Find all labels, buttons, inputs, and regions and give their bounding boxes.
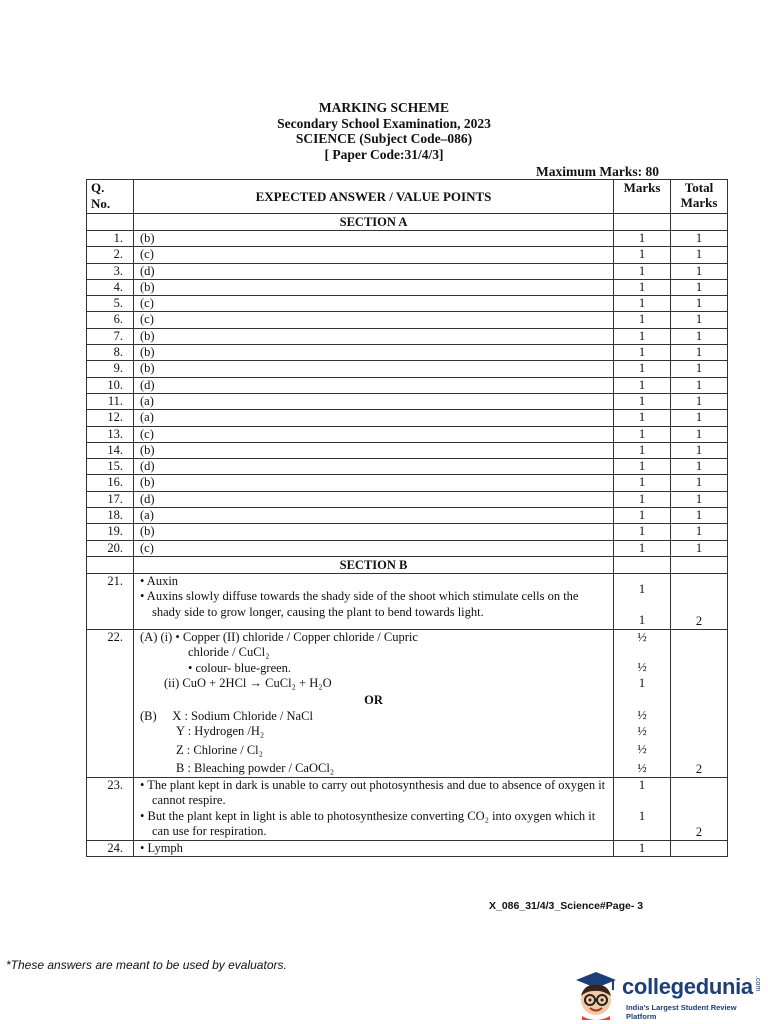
total-cell: 1 — [671, 442, 728, 458]
q-number: 23. — [87, 777, 134, 840]
mark-value: 1 — [638, 777, 646, 792]
table-row — [87, 540, 728, 556]
table-row — [87, 508, 728, 524]
marks-cell — [614, 777, 671, 840]
table-row — [87, 393, 728, 409]
total-cell: 1 — [671, 459, 728, 475]
total-cell: 2 — [671, 573, 728, 629]
marks-cell: 1 — [614, 328, 671, 344]
total-cell: 1 — [671, 231, 728, 247]
total-cell: 1 — [671, 524, 728, 540]
q-number: 9. — [87, 361, 134, 377]
q-number: 6. — [87, 312, 134, 328]
marks-cell: 1 — [614, 312, 671, 328]
marks-cell: 1 — [614, 377, 671, 393]
marks-cell: 1 — [614, 524, 671, 540]
table-row-q24 — [87, 840, 728, 856]
total-cell: 1 — [671, 393, 728, 409]
answer-cell: (c) — [134, 247, 614, 263]
answer-point: • The plant kept in dark is unable to carry out photosynthesis and due to absence of oxygen it cannot respire. — [140, 777, 606, 808]
table-row — [87, 345, 728, 361]
marks-cell: 1 — [614, 459, 671, 475]
answer-line: (ii) CuO + 2HCl → CuCl₂ + H₂O — [164, 676, 332, 691]
answer-cell: (b) — [134, 524, 614, 540]
table-row — [87, 426, 728, 442]
q-number: 5. — [87, 296, 134, 312]
answer-line: Y : Hydrogen /H₂ — [176, 724, 265, 739]
answer-cell: (b) — [134, 442, 614, 458]
total-cell: 1 — [671, 279, 728, 295]
page-footer-code: X_086_31/4/3_Science#Page- 3 — [489, 900, 644, 912]
marks-cell — [614, 573, 671, 629]
table-row — [87, 377, 728, 393]
answer-cell: • Lymph — [134, 840, 614, 856]
table-row — [87, 475, 728, 491]
q-number: 13. — [87, 426, 134, 442]
total-cell: 1 — [671, 491, 728, 507]
answer-cell: (b) — [134, 475, 614, 491]
total-cell: 1 — [671, 312, 728, 328]
answer-cell — [134, 777, 614, 840]
answer-point: • Auxin — [140, 573, 179, 588]
marks-cell: 1 — [614, 410, 671, 426]
q-number: 8. — [87, 345, 134, 361]
answer-point: • But the plant kept in light is able to photosynthesize converting CO₂ into oxygen which it can use for respiration. — [140, 808, 596, 839]
table-row — [87, 459, 728, 475]
total-cell — [671, 840, 728, 856]
marks-cell: 1 — [614, 840, 671, 856]
marks-cell: 1 — [614, 263, 671, 279]
table-row — [87, 410, 728, 426]
answer-line: Z : Chlorine / Cl₂ — [176, 742, 263, 757]
section-a-heading: SECTION A — [134, 214, 614, 231]
table-row — [87, 296, 728, 312]
student-mascot-icon — [572, 968, 618, 1020]
q-number: 1. — [87, 231, 134, 247]
table-row — [87, 263, 728, 279]
total-cell: 1 — [671, 410, 728, 426]
q-number: 15. — [87, 459, 134, 475]
total-cell: 1 — [671, 540, 728, 556]
evaluator-note: *These answers are meant to be used by evaluators. — [6, 958, 287, 972]
header-total-marks: Total Marks — [671, 180, 728, 214]
table-row — [87, 361, 728, 377]
answer-cell: (d) — [134, 377, 614, 393]
collegedunia-logo — [572, 968, 762, 1020]
marks-cell: 1 — [614, 475, 671, 491]
header-answer: EXPECTED ANSWER / VALUE POINTS — [134, 180, 614, 214]
total-cell: 2 — [671, 777, 728, 840]
header-paper-code: [ Paper Code:31/4/3] — [324, 146, 444, 162]
marks-cell: 1 — [614, 393, 671, 409]
section-b-row — [87, 556, 728, 573]
table-row — [87, 442, 728, 458]
answer-cell: (d) — [134, 459, 614, 475]
answer-point: • Auxins slowly diffuse towards the shady side of the shoot which stimulate cells on the shady side to grow longer, causing the plant to bend towards light. — [140, 589, 579, 619]
answer-line: (B) X : Sodium Chloride / NaCl — [140, 708, 313, 723]
answer-cell: (b) — [134, 328, 614, 344]
total-cell: 1 — [671, 508, 728, 524]
answer-cell: (d) — [134, 263, 614, 279]
mark-value: ½ — [637, 723, 647, 738]
or-separator: OR — [364, 692, 383, 707]
answer-line: • colour- blue-green. — [188, 660, 292, 675]
table-row — [87, 312, 728, 328]
answer-cell: (d) — [134, 491, 614, 507]
table-header-row — [87, 180, 728, 214]
maximum-marks: Maximum Marks: 80 — [536, 164, 659, 179]
header-subject: SCIENCE (Subject Code–086) — [295, 131, 473, 146]
answer-cell: (b) — [134, 345, 614, 361]
total-cell: 1 — [671, 296, 728, 312]
marks-cell: 1 — [614, 296, 671, 312]
header-exam: Secondary School Examination, 2023 — [277, 115, 491, 131]
total-cell: 1 — [671, 377, 728, 393]
marks-cell: 1 — [614, 508, 671, 524]
answer-line: chloride / CuCl₂ — [188, 645, 270, 660]
q-number: 14. — [87, 442, 134, 458]
answer-cell: (b) — [134, 231, 614, 247]
mark-value: ½ — [637, 760, 647, 775]
header-title: MARKING SCHEME — [318, 100, 450, 115]
q-number: 16. — [87, 475, 134, 491]
marks-cell: 1 — [614, 491, 671, 507]
section-a-row — [87, 214, 728, 231]
q-number: 12. — [87, 410, 134, 426]
answer-cell: (b) — [134, 361, 614, 377]
document-header — [0, 100, 768, 162]
marks-cell — [614, 629, 671, 777]
total-cell: 1 — [671, 328, 728, 344]
q-number: 3. — [87, 263, 134, 279]
q-number: 21. — [87, 573, 134, 629]
total-cell: 1 — [671, 263, 728, 279]
answer-cell: (c) — [134, 296, 614, 312]
mark-value: ½ — [637, 660, 647, 675]
total-cell: 2 — [671, 629, 728, 777]
q-number: 20. — [87, 540, 134, 556]
table-row — [87, 231, 728, 247]
answer-cell: (c) — [134, 312, 614, 328]
table-row-q21 — [87, 573, 728, 629]
total-cell: 1 — [671, 475, 728, 491]
header-q-no: Q. No. — [87, 180, 134, 214]
marks-cell: 1 — [614, 247, 671, 263]
table-row — [87, 247, 728, 263]
total-cell: 1 — [671, 361, 728, 377]
answer-line: B : Bleaching powder / CaOCl₂ — [176, 761, 335, 776]
q-number: 2. — [87, 247, 134, 263]
total-cell: 1 — [671, 345, 728, 361]
answer-cell: (c) — [134, 426, 614, 442]
section-b-heading: SECTION B — [134, 556, 614, 573]
mark-value: 1 — [638, 581, 646, 596]
mark-value: 1 — [638, 809, 646, 824]
marks-cell: 1 — [614, 231, 671, 247]
brand-name: collegedunia — [622, 974, 753, 999]
marking-table — [86, 179, 728, 857]
header-marks: Marks — [614, 180, 671, 214]
answer-cell — [134, 629, 614, 777]
answer-cell: (a) — [134, 410, 614, 426]
mark-value: ½ — [637, 742, 647, 757]
q-number: 4. — [87, 279, 134, 295]
q-number: 17. — [87, 491, 134, 507]
q-number: 11. — [87, 393, 134, 409]
marks-cell: 1 — [614, 540, 671, 556]
answer-cell: (a) — [134, 393, 614, 409]
brand-tagline: India's Largest Student Review Platform — [626, 1003, 737, 1021]
mark-value: 1 — [638, 675, 646, 690]
q-number: 18. — [87, 508, 134, 524]
answer-line: (A) (i) • Copper (II) chloride / Copper chloride / Cupric — [140, 629, 418, 644]
marks-cell: 1 — [614, 345, 671, 361]
marks-cell: 1 — [614, 361, 671, 377]
answer-cell — [134, 573, 614, 629]
answer-cell: (a) — [134, 508, 614, 524]
mark-value: ½ — [637, 708, 647, 723]
table-row — [87, 279, 728, 295]
q-number: 10. — [87, 377, 134, 393]
marks-cell: 1 — [614, 442, 671, 458]
marks-cell: 1 — [614, 426, 671, 442]
mark-value: ½ — [637, 629, 647, 644]
brand-domain: .com — [754, 976, 761, 992]
table-row — [87, 524, 728, 540]
table-row-q23 — [87, 777, 728, 840]
q-number: 22. — [87, 629, 134, 777]
answer-cell: (b) — [134, 279, 614, 295]
total-cell: 1 — [671, 426, 728, 442]
q-number: 7. — [87, 328, 134, 344]
answer-cell: (c) — [134, 540, 614, 556]
marks-cell: 1 — [614, 279, 671, 295]
q-number: 19. — [87, 524, 134, 540]
mark-value: 1 — [638, 613, 646, 628]
table-row — [87, 491, 728, 507]
table-row — [87, 328, 728, 344]
total-cell: 1 — [671, 247, 728, 263]
table-row-q22 — [87, 629, 728, 777]
mcq-rows — [87, 231, 728, 557]
q-number: 24. — [87, 840, 134, 856]
